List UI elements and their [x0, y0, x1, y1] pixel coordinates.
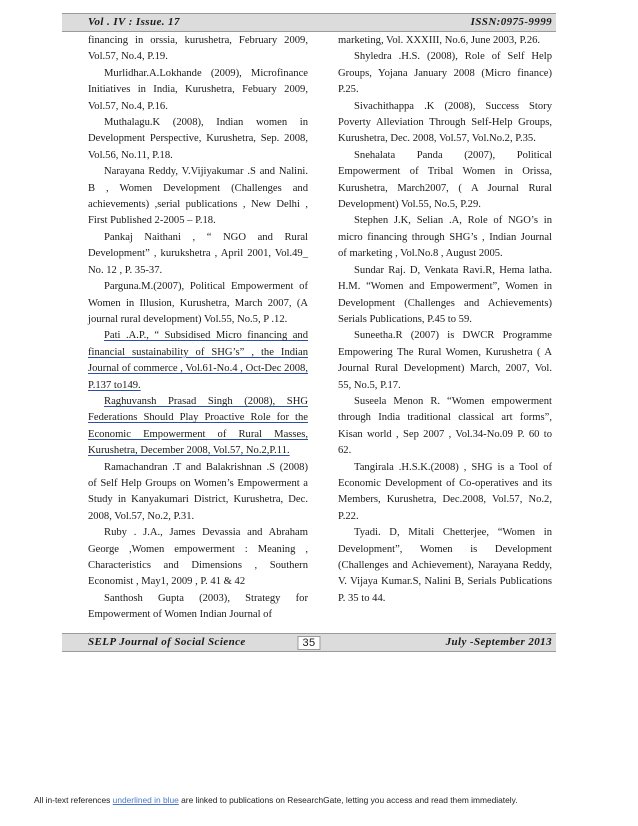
- reference-text: financing in orssia, kurushetra, February 2009, Vol.57, No.4, P.19.: [88, 35, 308, 63]
- issn: ISSN:0975-9999: [470, 16, 552, 28]
- reference-text: Parguna.M.(2007), Political Empowerment of Women in Illusion, Kurushetra, March 2007, (A journal rural development) Vol.55, No.5, P .12.: [88, 281, 308, 325]
- reference-text: Pankaj Naithani , “ NGO and Rural Development” , kurukshetra , April 2001, Vol.49_ No. 12 , P. 35-37.: [88, 231, 308, 276]
- reference-text: Muthalagu.K (2008), Indian women in Development Perspective, Kurushetra, Sep. 2008, Vol.56, No.11, P.18.: [88, 117, 308, 161]
- reference-text: Snehalata Panda (2007), Political Empowerment of Tribal Women in Orissa, Kurushetra, March2007, ( A Journal Rural Development) Vol.55, No.5, P.29.: [338, 149, 552, 211]
- notice-before: All in-text references: [34, 795, 113, 805]
- reference-text: marketing, Vol. XXXIII, No.6, June 2003, P.26.: [338, 35, 541, 46]
- reference-entry: [338, 263, 552, 329]
- reference-entry: [88, 33, 308, 66]
- reference-text: Raghuvansh Prasad Singh (2008), SHG Federations Should Play Proactive Role for the Economic Empowerment of Rural Masses, Kurushetra, December 2008, Vol.57, No.2,P.11.: [88, 395, 308, 457]
- researchgate-notice: [34, 795, 518, 805]
- reference-entry[interactable]: [88, 328, 308, 394]
- reference-text: Stephen J.K, Selian .A, Role of NGO’s in micro financing through SHG’s , Indian Journal of marketing , Vol.No.8 , August 2005.: [338, 215, 552, 260]
- page-number: 35: [297, 636, 320, 650]
- right-reference-column: [338, 33, 552, 607]
- journal-name: SELP Journal of Social Science: [88, 636, 246, 648]
- reference-text: Shyledra .H.S. (2008), Role of Self Help Groups, Yojana January 2008 (Micro finance) P.25.: [338, 51, 552, 96]
- reference-entry: [88, 460, 308, 526]
- reference-text: Sivachithappa .K (2008), Success Story Poverty Alleviation Through Self-Help Groups, Kurushetra, Dec. 2008, Vol.57, Vol.No.2, P.35.: [338, 100, 552, 145]
- notice-link[interactable]: underlined in blue: [112, 795, 179, 805]
- reference-text: Suneetha.R (2007) is DWCR Programme Empowering The Rural Women, Kurushetra ( A Journal Rural Development) March, 2007, Vol. 55, No.5, P.17.: [338, 330, 552, 391]
- reference-text: Narayana Reddy, V.Vijiyakumar .S and Nalini. B , Women Development (Challenges and achievements) ,serial publications , New Delhi , First Published 2-2005 – P.18.: [88, 166, 308, 227]
- reference-text: Santhosh Gupta (2003), Strategy for Empowerment of Women Indian Journal of: [88, 592, 308, 621]
- reference-text: Tyadi. D, Mitali Chetterjee, “Women in Development”, Women is Development (Challenges and Achievement), Narayana Reddy, V. Vijaya Kumar.S, Nalini B, Serials Publications P. 35 to 44.: [338, 527, 552, 604]
- reference-entry: [338, 328, 552, 394]
- reference-entry: [338, 525, 552, 607]
- reference-entry: [88, 525, 308, 591]
- reference-entry: [338, 148, 552, 214]
- reference-entry: [88, 115, 308, 164]
- reference-entry: [88, 279, 308, 328]
- reference-text: Sundar Raj. D, Venkata Ravi.R, Hema latha. H.M. “Women and Empowerment”, Women in Development (Challenges and Achievements) Serials Publications, P.45 to 59.: [338, 264, 552, 325]
- reference-text: Murlidhar.A.Lokhande (2009), Microfinance Initiatives in India, Kurushetra, Febuary 2009, Vol.57, No.4, P.16.: [88, 67, 308, 112]
- reference-text: Tangirala .H.S.K.(2008) , SHG is a Tool of Economic Development of Co-operatives and its Members, Kurushetra, Dec.2008, Vol.57, No.2, P.22.: [338, 461, 552, 522]
- reference-entry: [338, 49, 552, 98]
- reference-entry: [338, 394, 552, 460]
- reference-entry: [88, 66, 308, 115]
- reference-entry: [338, 33, 552, 49]
- left-reference-column: [88, 33, 308, 624]
- reference-entry: [338, 213, 552, 262]
- reference-entry[interactable]: [88, 394, 308, 460]
- reference-entry: [338, 99, 552, 148]
- reference-entry: [88, 230, 308, 279]
- reference-text: Suseela Menon R. “Women empowerment through India traditional classical art forms”, Kisan world , Sep 2007 , Vol.34-No.09 P. 60 to 62.: [338, 395, 552, 457]
- reference-text: Pati .A.P., “ Subsidised Micro financing and financial sustainability of SHG’s” , the Indian Journal of commerce , Vol.61-No.4 , Oct-Dec 2008, P.137 to149.: [88, 330, 308, 391]
- volume-issue: Vol . IV : Issue. 17: [88, 16, 180, 28]
- reference-entry: [88, 591, 308, 624]
- reference-text: Ruby . J.A., James Devassia and Abraham George ,Women empowerment : Meaning , Characteristics and Dimensions , Southern Economist , May1, 2009 , P. 41 & 42: [88, 527, 308, 588]
- reference-entry: [338, 460, 552, 526]
- notice-after: are linked to publications on ResearchGate, letting you access and read them immediately.: [178, 795, 518, 805]
- journal-header-bar: [62, 13, 556, 32]
- reference-text: Ramachandran .T and Balakrishnan .S (2008) of Self Help Groups on Women’s Empowerment a Study in Kanyakumari District, Kurushetra, Dec. 2008, Vol.57, No.2, P.31.: [88, 461, 308, 522]
- reference-entry: [88, 164, 308, 230]
- issue-date: July -September 2013: [445, 636, 552, 648]
- journal-footer-bar: [62, 633, 556, 652]
